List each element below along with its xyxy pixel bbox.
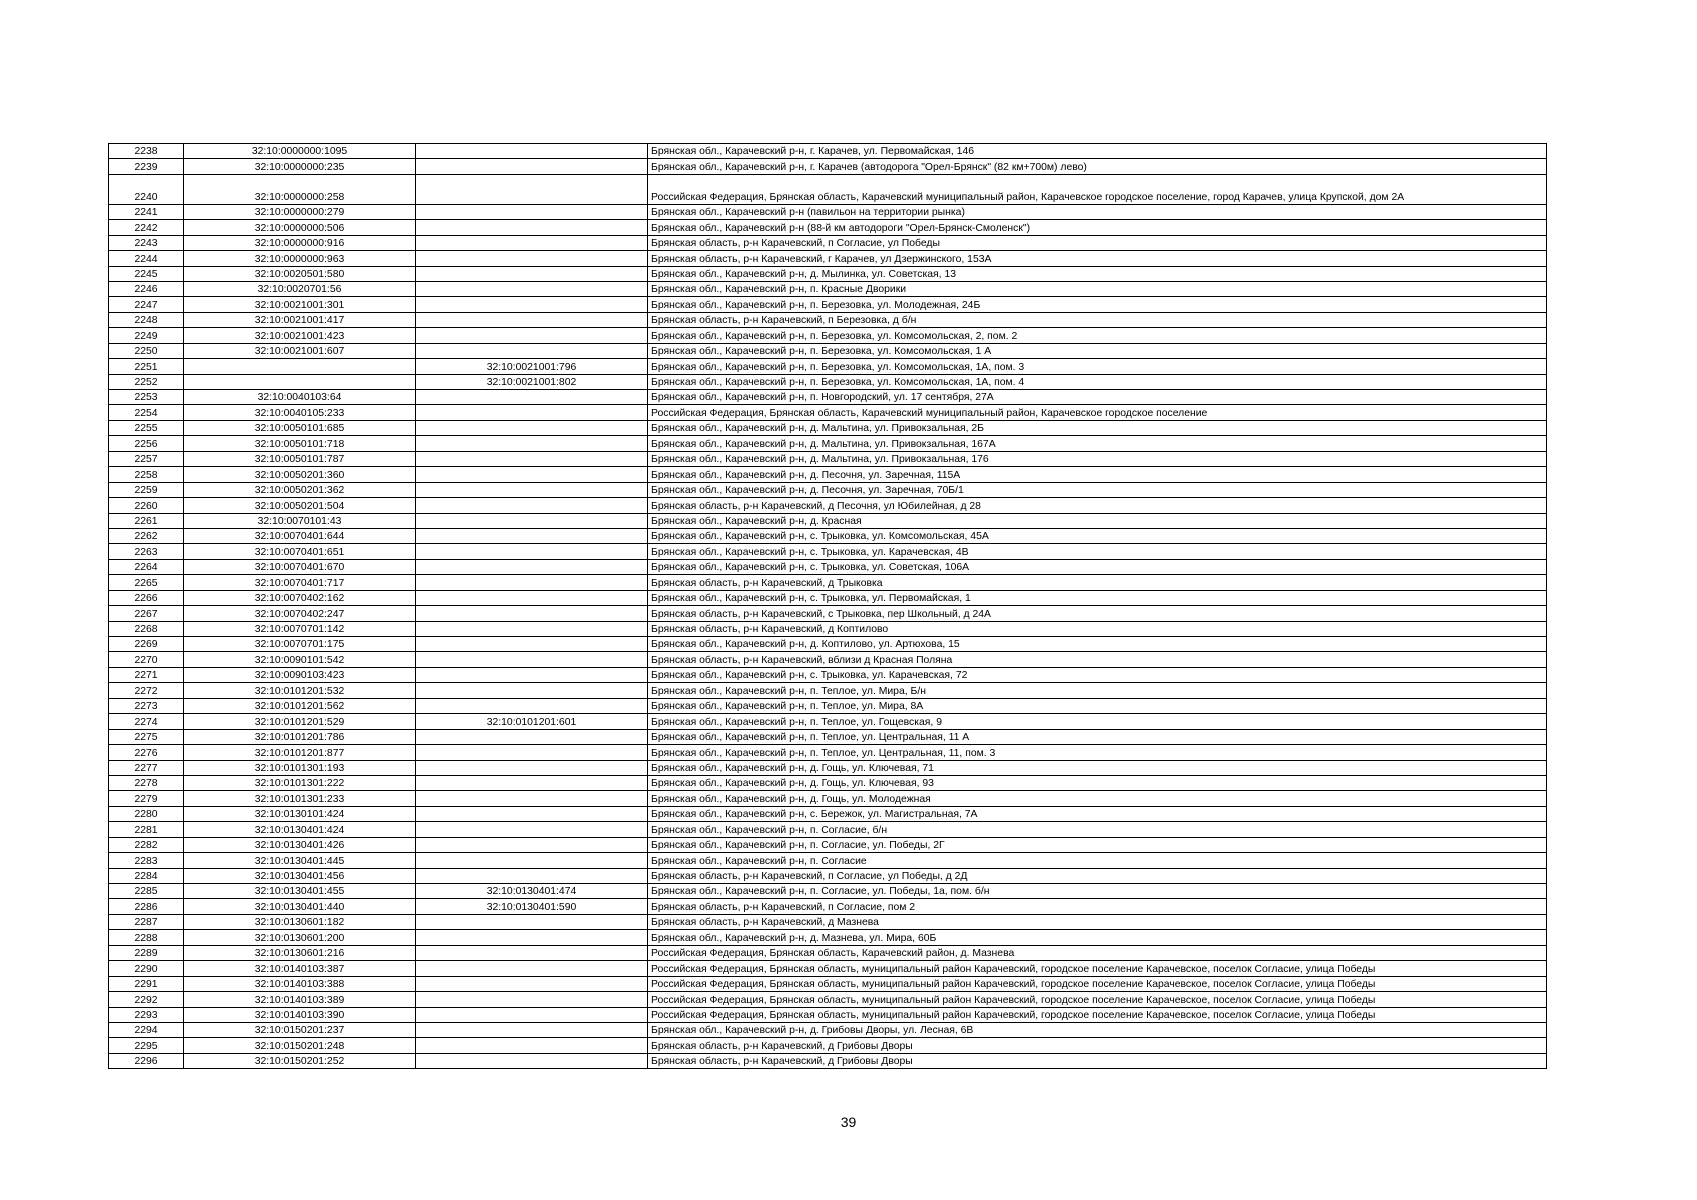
table-row — [109, 482, 1547, 497]
cadastral-number-cell: 32:10:0000000:235 — [184, 159, 416, 174]
related-cadastral-number-cell — [416, 621, 648, 636]
row-number-cell: 2280 — [109, 806, 184, 821]
address-cell: Брянская обл., Карачевский р-н, д. Грибовы Дворы, ул. Лесная, 6В — [648, 1022, 1547, 1037]
row-number-cell: 2275 — [109, 729, 184, 744]
row-number-cell: 2248 — [109, 312, 184, 327]
row-number-cell: 2274 — [109, 714, 184, 729]
address-cell: Брянская обл., Карачевский р-н, д. Мальтина, ул. Привокзальная, 167А — [648, 436, 1547, 451]
address-cell: Брянская обл., Карачевский р-н, д. Мальтина, ул. Привокзальная, 2Б — [648, 420, 1547, 435]
address-cell: Брянская обл., Карачевский р-н, п. Березовка, ул. Комсомольская, 1А, пом. 4 — [648, 374, 1547, 389]
cadastral-number-cell: 32:10:0021001:423 — [184, 328, 416, 343]
address-cell: Брянская область, р-н Карачевский, п Согласие, ул Победы — [648, 235, 1547, 250]
cadastral-number-cell: 32:10:0070101:43 — [184, 513, 416, 528]
table-row — [109, 775, 1547, 790]
related-cadastral-number-cell — [416, 606, 648, 621]
cadastral-number-cell: 32:10:0070402:162 — [184, 590, 416, 605]
address-cell: Брянская обл., Карачевский р-н, с. Трыковка, ул. Советская, 106А — [648, 559, 1547, 574]
table-row — [109, 729, 1547, 744]
cadastral-number-cell: 32:10:0101301:233 — [184, 791, 416, 806]
table-row — [109, 251, 1547, 266]
table-row — [109, 884, 1547, 899]
cadastral-number-cell: 32:10:0101201:877 — [184, 745, 416, 760]
cadastral-number-cell: 32:10:0130601:216 — [184, 945, 416, 960]
row-number-cell: 2243 — [109, 235, 184, 250]
table-row — [109, 837, 1547, 852]
row-number-cell: 2255 — [109, 420, 184, 435]
related-cadastral-number-cell — [416, 791, 648, 806]
row-number-cell: 2286 — [109, 899, 184, 914]
address-cell: Брянская область, р-н Карачевский, д Трыковка — [648, 575, 1547, 590]
cadastral-number-cell: 32:10:0070401:644 — [184, 528, 416, 543]
related-cadastral-number-cell — [416, 405, 648, 420]
related-cadastral-number-cell — [416, 513, 648, 528]
address-cell: Брянская область, р-н Карачевский, д Грибовы Дворы — [648, 1038, 1547, 1053]
address-cell: Российская Федерация, Брянская область, Карачевский район, д. Мазнева — [648, 945, 1547, 960]
table-row — [109, 559, 1547, 574]
cadastral-number-cell: 32:10:0140103:387 — [184, 961, 416, 976]
table-row — [109, 652, 1547, 667]
address-cell: Брянская обл., Карачевский р-н, п. Согласие, б/н — [648, 822, 1547, 837]
address-cell: Брянская обл., Карачевский р-н, п. Березовка, ул. Комсомольская, 1А, пом. 3 — [648, 359, 1547, 374]
related-cadastral-number-cell — [416, 328, 648, 343]
table-row — [109, 606, 1547, 621]
cadastral-number-cell: 32:10:0101301:193 — [184, 760, 416, 775]
row-number-cell: 2261 — [109, 513, 184, 528]
address-cell: Брянская обл., Карачевский р-н, п. Согласие, ул. Победы, 1а, пом. б/н — [648, 884, 1547, 899]
cadastral-number-cell: 32:10:0070401:717 — [184, 575, 416, 590]
related-cadastral-number-cell — [416, 159, 648, 174]
table-row — [109, 575, 1547, 590]
related-cadastral-number-cell — [416, 281, 648, 296]
cadastral-number-cell: 32:10:0101201:786 — [184, 729, 416, 744]
cadastral-number-cell: 32:10:0130401:455 — [184, 884, 416, 899]
address-cell: Брянская обл., Карачевский р-н, д. Мылинка, ул. Советская, 13 — [648, 266, 1547, 281]
address-cell: Брянская обл., Карачевский р-н, д. Гощь, ул. Молодежная — [648, 791, 1547, 806]
row-number-cell: 2292 — [109, 992, 184, 1007]
address-cell: Брянская обл., Карачевский р-н, п. Красные Дворики — [648, 281, 1547, 296]
address-cell: Брянская обл., Карачевский р-н, п. Теплое, ул. Гощевская, 9 — [648, 714, 1547, 729]
related-cadastral-number-cell — [416, 144, 648, 159]
related-cadastral-number-cell — [416, 251, 648, 266]
page-number: 39 — [840, 1114, 857, 1130]
related-cadastral-number-cell — [416, 930, 648, 945]
cadastral-number-cell: 32:10:0140103:390 — [184, 1007, 416, 1022]
related-cadastral-number-cell — [416, 1007, 648, 1022]
cadastral-number-cell: 32:10:0021001:417 — [184, 312, 416, 327]
table-row — [109, 528, 1547, 543]
cadastral-number-cell: 32:10:0090101:542 — [184, 652, 416, 667]
table-row — [109, 930, 1547, 945]
cadastral-number-cell: 32:10:0101201:532 — [184, 683, 416, 698]
table-row — [109, 590, 1547, 605]
related-cadastral-number-cell — [416, 806, 648, 821]
related-cadastral-number-cell — [416, 390, 648, 405]
row-number-cell: 2273 — [109, 698, 184, 713]
table-row — [109, 976, 1547, 991]
table-row — [109, 992, 1547, 1007]
address-cell: Российская Федерация, Брянская область, муниципальный район Карачевский, городское поселение Карачевское, поселок Согласие, улица Победы — [648, 992, 1547, 1007]
row-number-cell: 2257 — [109, 451, 184, 466]
address-cell: Брянская область, р-н Карачевский, п Согласие, ул Победы, д 2Д — [648, 868, 1547, 883]
related-cadastral-number-cell — [416, 528, 648, 543]
table-row — [109, 621, 1547, 636]
address-cell: Брянская обл., Карачевский р-н, д. Коптилово, ул. Артюхова, 15 — [648, 637, 1547, 652]
row-number-cell: 2247 — [109, 297, 184, 312]
cadastral-number-cell: 32:10:0070701:142 — [184, 621, 416, 636]
cadastral-number-cell: 32:10:0130401:445 — [184, 853, 416, 868]
cadastral-number-cell: 32:10:0050101:685 — [184, 420, 416, 435]
address-cell: Брянская обл., Карачевский р-н, п. Березовка, ул. Комсомольская, 2, пом. 2 — [648, 328, 1547, 343]
related-cadastral-number-cell — [416, 498, 648, 513]
address-cell: Брянская обл., Карачевский р-н, д. Песочня, ул. Заречная, 70Б/1 — [648, 482, 1547, 497]
table-row — [109, 760, 1547, 775]
row-number-cell: 2250 — [109, 343, 184, 358]
address-cell: Брянская обл., Карачевский р-н (88-й км автодороги "Орел-Брянск-Смоленск") — [648, 220, 1547, 235]
row-number-cell: 2246 — [109, 281, 184, 296]
table-row — [109, 405, 1547, 420]
address-cell: Российская Федерация, Брянская область, Карачевский муниципальный район, Карачевское городское поселение — [648, 405, 1547, 420]
cadastral-number-cell: 32:10:0050101:787 — [184, 451, 416, 466]
cadastral-number-cell: 32:10:0070401:670 — [184, 559, 416, 574]
table-row — [109, 220, 1547, 235]
row-number-cell: 2293 — [109, 1007, 184, 1022]
related-cadastral-number-cell — [416, 992, 648, 1007]
cadastral-number-cell: 32:10:0050201:362 — [184, 482, 416, 497]
related-cadastral-number-cell — [416, 343, 648, 358]
table-row — [109, 436, 1547, 451]
row-number-cell: 2251 — [109, 359, 184, 374]
row-number-cell: 2268 — [109, 621, 184, 636]
related-cadastral-number-cell — [416, 575, 648, 590]
row-number-cell: 2278 — [109, 775, 184, 790]
address-cell: Брянская обл., Карачевский р-н, д. Песочня, ул. Заречная, 115А — [648, 467, 1547, 482]
row-number-cell: 2282 — [109, 837, 184, 852]
cadastral-number-cell: 32:10:0070701:175 — [184, 637, 416, 652]
table-row — [109, 714, 1547, 729]
table-row — [109, 945, 1547, 960]
cadastral-number-cell: 32:10:0140103:388 — [184, 976, 416, 991]
address-cell: Брянская обл., Карачевский р-н, г. Карачев (автодорога "Орел-Брянск" (82 км+700м) лево) — [648, 159, 1547, 174]
related-cadastral-number-cell — [416, 312, 648, 327]
cadastral-number-cell: 32:10:0000000:916 — [184, 235, 416, 250]
row-number-cell: 2266 — [109, 590, 184, 605]
related-cadastral-number-cell — [416, 1038, 648, 1053]
cadastral-number-cell: 32:10:0000000:279 — [184, 204, 416, 219]
related-cadastral-number-cell — [416, 745, 648, 760]
registry-table — [108, 143, 1547, 1069]
related-cadastral-number-cell — [416, 683, 648, 698]
table-row — [109, 312, 1547, 327]
address-cell: Брянская обл., Карачевский р-н, п. Согласие, ул. Победы, 2Г — [648, 837, 1547, 852]
cadastral-number-cell: 32:10:0090103:423 — [184, 667, 416, 682]
address-cell: Брянская обл., Карачевский р-н, г. Карачев, ул. Первомайская, 146 — [648, 144, 1547, 159]
table-row — [109, 914, 1547, 929]
address-cell: Брянская область, р-н Карачевский, с Трыковка, пер Школьный, д 24А — [648, 606, 1547, 621]
row-number-cell: 2283 — [109, 853, 184, 868]
table-row — [109, 359, 1547, 374]
address-cell: Брянская обл., Карачевский р-н, с. Бережок, ул. Магистральная, 7А — [648, 806, 1547, 821]
cadastral-number-cell: 32:10:0040105:233 — [184, 405, 416, 420]
cadastral-number-cell: 32:10:0130401:440 — [184, 899, 416, 914]
row-number-cell: 2285 — [109, 884, 184, 899]
row-number-cell: 2263 — [109, 544, 184, 559]
related-cadastral-number-cell — [416, 297, 648, 312]
table-row — [109, 1007, 1547, 1022]
table-row — [109, 791, 1547, 806]
table-row — [109, 961, 1547, 976]
related-cadastral-number-cell — [416, 1022, 648, 1037]
row-number-cell: 2270 — [109, 652, 184, 667]
related-cadastral-number-cell — [416, 775, 648, 790]
table-row — [109, 467, 1547, 482]
row-number-cell: 2272 — [109, 683, 184, 698]
related-cadastral-number-cell — [416, 559, 648, 574]
table-row — [109, 420, 1547, 435]
table-row — [109, 683, 1547, 698]
cadastral-number-cell — [184, 359, 416, 374]
cadastral-number-cell: 32:10:0021001:607 — [184, 343, 416, 358]
address-cell: Брянская обл., Карачевский р-н, д. Мазнева, ул. Мира, 60Б — [648, 930, 1547, 945]
table-row — [109, 1053, 1547, 1068]
table-row — [109, 159, 1547, 174]
cadastral-number-cell: 32:10:0101201:529 — [184, 714, 416, 729]
table-row — [109, 174, 1547, 204]
table-row — [109, 204, 1547, 219]
address-cell: Брянская область, р-н Карачевский, г Карачев, ул Дзержинского, 153А — [648, 251, 1547, 266]
table-row — [109, 374, 1547, 389]
cadastral-number-cell: 32:10:0101301:222 — [184, 775, 416, 790]
row-number-cell: 2284 — [109, 868, 184, 883]
related-cadastral-number-cell — [416, 961, 648, 976]
address-cell: Брянская обл., Карачевский р-н, п. Березовка, ул. Комсомольская, 1 А — [648, 343, 1547, 358]
table-row — [109, 513, 1547, 528]
table-row — [109, 806, 1547, 821]
related-cadastral-number-cell — [416, 204, 648, 219]
address-cell: Брянская обл., Карачевский р-н, д. Гощь, ул. Ключевая, 71 — [648, 760, 1547, 775]
row-number-cell: 2269 — [109, 637, 184, 652]
table-row — [109, 498, 1547, 513]
address-cell: Брянская область, р-н Карачевский, вблизи д Красная Поляна — [648, 652, 1547, 667]
address-cell: Брянская область, р-н Карачевский, п Березовка, д б/н — [648, 312, 1547, 327]
related-cadastral-number-cell: 32:10:0101201:601 — [416, 714, 648, 729]
row-number-cell: 2242 — [109, 220, 184, 235]
table-row — [109, 1022, 1547, 1037]
address-cell: Брянская обл., Карачевский р-н, п. Березовка, ул. Молодежная, 24Б — [648, 297, 1547, 312]
cadastral-number-cell: 32:10:0000000:963 — [184, 251, 416, 266]
related-cadastral-number-cell — [416, 420, 648, 435]
row-number-cell: 2240 — [109, 174, 184, 204]
table-row — [109, 328, 1547, 343]
row-number-cell: 2262 — [109, 528, 184, 543]
address-cell: Брянская обл., Карачевский р-н, д. Гощь, ул. Ключевая, 93 — [648, 775, 1547, 790]
related-cadastral-number-cell — [416, 698, 648, 713]
related-cadastral-number-cell — [416, 853, 648, 868]
table-row — [109, 297, 1547, 312]
cadastral-number-cell: 32:10:0050101:718 — [184, 436, 416, 451]
cadastral-number-cell — [184, 374, 416, 389]
related-cadastral-number-cell — [416, 174, 648, 204]
row-number-cell: 2244 — [109, 251, 184, 266]
table-row — [109, 637, 1547, 652]
related-cadastral-number-cell: 32:10:0021001:802 — [416, 374, 648, 389]
related-cadastral-number-cell — [416, 914, 648, 929]
table-row — [109, 451, 1547, 466]
cadastral-number-cell: 32:10:0130401:424 — [184, 822, 416, 837]
row-number-cell: 2290 — [109, 961, 184, 976]
table-row — [109, 343, 1547, 358]
cadastral-number-cell: 32:10:0101201:562 — [184, 698, 416, 713]
address-cell: Брянская обл., Карачевский р-н (павильон на территории рынка) — [648, 204, 1547, 219]
row-number-cell: 2281 — [109, 822, 184, 837]
related-cadastral-number-cell — [416, 436, 648, 451]
row-number-cell: 2260 — [109, 498, 184, 513]
related-cadastral-number-cell — [416, 868, 648, 883]
cadastral-number-cell: 32:10:0130601:200 — [184, 930, 416, 945]
address-cell: Брянская обл., Карачевский р-н, д. Красная — [648, 513, 1547, 528]
related-cadastral-number-cell — [416, 235, 648, 250]
related-cadastral-number-cell — [416, 590, 648, 605]
address-cell: Брянская обл., Карачевский р-н, с. Трыковка, ул. Первомайская, 1 — [648, 590, 1547, 605]
related-cadastral-number-cell — [416, 729, 648, 744]
address-cell: Брянская обл., Карачевский р-н, с. Трыковка, ул. Карачевская, 4В — [648, 544, 1547, 559]
address-cell: Брянская обл., Карачевский р-н, п. Теплое, ул. Мира, 8А — [648, 698, 1547, 713]
address-cell: Брянская область, р-н Карачевский, д Мазнева — [648, 914, 1547, 929]
table-row — [109, 266, 1547, 281]
cadastral-number-cell: 32:10:0130401:426 — [184, 837, 416, 852]
related-cadastral-number-cell — [416, 1053, 648, 1068]
table-row — [109, 390, 1547, 405]
address-cell: Брянская обл., Карачевский р-н, п. Теплое, ул. Центральная, 11, пом. 3 — [648, 745, 1547, 760]
cadastral-number-cell: 32:10:0020701:56 — [184, 281, 416, 296]
row-number-cell: 2267 — [109, 606, 184, 621]
address-cell: Брянская обл., Карачевский р-н, п. Согласие — [648, 853, 1547, 868]
row-number-cell: 2265 — [109, 575, 184, 590]
cadastral-number-cell: 32:10:0000000:1095 — [184, 144, 416, 159]
cadastral-number-cell: 32:10:0070402:247 — [184, 606, 416, 621]
row-number-cell: 2252 — [109, 374, 184, 389]
related-cadastral-number-cell — [416, 652, 648, 667]
row-number-cell: 2279 — [109, 791, 184, 806]
row-number-cell: 2276 — [109, 745, 184, 760]
address-cell: Российская Федерация, Брянская область, муниципальный район Карачевский, городское поселение Карачевское, поселок Согласие, улица Победы — [648, 961, 1547, 976]
related-cadastral-number-cell — [416, 837, 648, 852]
cadastral-number-cell: 32:10:0000000:506 — [184, 220, 416, 235]
address-cell: Брянская обл., Карачевский р-н, п. Теплое, ул. Центральная, 11 А — [648, 729, 1547, 744]
related-cadastral-number-cell: 32:10:0130401:474 — [416, 884, 648, 899]
address-cell: Брянская область, р-н Карачевский, д Песочня, ул Юбилейная, д 28 — [648, 498, 1547, 513]
related-cadastral-number-cell — [416, 482, 648, 497]
cadastral-number-cell: 32:10:0140103:389 — [184, 992, 416, 1007]
cadastral-number-cell: 32:10:0050201:504 — [184, 498, 416, 513]
registry-table-body — [109, 144, 1547, 1069]
address-cell: Брянская обл., Карачевский р-н, д. Мальтина, ул. Привокзальная, 176 — [648, 451, 1547, 466]
table-row — [109, 235, 1547, 250]
address-cell: Брянская область, р-н Карачевский, д Грибовы Дворы — [648, 1053, 1547, 1068]
row-number-cell: 2258 — [109, 467, 184, 482]
address-cell: Российская Федерация, Брянская область, Карачевский муниципальный район, Карачевское городское поселение, город Карачев, улица Крупской, дом 2А — [648, 174, 1547, 204]
cadastral-number-cell: 32:10:0150201:252 — [184, 1053, 416, 1068]
row-number-cell: 2259 — [109, 482, 184, 497]
cadastral-number-cell: 32:10:0020501:580 — [184, 266, 416, 281]
row-number-cell: 2288 — [109, 930, 184, 945]
related-cadastral-number-cell: 32:10:0021001:796 — [416, 359, 648, 374]
cadastral-number-cell: 32:10:0130601:182 — [184, 914, 416, 929]
related-cadastral-number-cell — [416, 667, 648, 682]
row-number-cell: 2291 — [109, 976, 184, 991]
cadastral-number-cell: 32:10:0150201:248 — [184, 1038, 416, 1053]
table-row — [109, 899, 1547, 914]
row-number-cell: 2249 — [109, 328, 184, 343]
row-number-cell: 2294 — [109, 1022, 184, 1037]
cadastral-number-cell: 32:10:0150201:237 — [184, 1022, 416, 1037]
row-number-cell: 2271 — [109, 667, 184, 682]
cadastral-number-cell: 32:10:0130401:456 — [184, 868, 416, 883]
table-row — [109, 1038, 1547, 1053]
row-number-cell: 2295 — [109, 1038, 184, 1053]
table-row — [109, 698, 1547, 713]
cadastral-number-cell: 32:10:0021001:301 — [184, 297, 416, 312]
table-row — [109, 281, 1547, 296]
address-cell: Брянская обл., Карачевский р-н, п. Новгородский, ул. 17 сентября, 27А — [648, 390, 1547, 405]
table-row — [109, 868, 1547, 883]
address-cell: Брянская область, р-н Карачевский, п Согласие, пом 2 — [648, 899, 1547, 914]
row-number-cell: 2287 — [109, 914, 184, 929]
cadastral-number-cell: 32:10:0040103:64 — [184, 390, 416, 405]
table-row — [109, 853, 1547, 868]
row-number-cell: 2245 — [109, 266, 184, 281]
related-cadastral-number-cell: 32:10:0130401:590 — [416, 899, 648, 914]
table-row — [109, 745, 1547, 760]
row-number-cell: 2254 — [109, 405, 184, 420]
cadastral-number-cell: 32:10:0070401:651 — [184, 544, 416, 559]
related-cadastral-number-cell — [416, 976, 648, 991]
row-number-cell: 2296 — [109, 1053, 184, 1068]
row-number-cell: 2289 — [109, 945, 184, 960]
table-row — [109, 667, 1547, 682]
related-cadastral-number-cell — [416, 544, 648, 559]
address-cell: Брянская обл., Карачевский р-н, с. Трыковка, ул. Карачевская, 72 — [648, 667, 1547, 682]
address-cell: Брянская область, р-н Карачевский, д Коптилово — [648, 621, 1547, 636]
table-row — [109, 822, 1547, 837]
table-row — [109, 144, 1547, 159]
row-number-cell: 2239 — [109, 159, 184, 174]
row-number-cell: 2256 — [109, 436, 184, 451]
address-cell: Российская Федерация, Брянская область, муниципальный район Карачевский, городское поселение Карачевское, поселок Согласие, улица Победы — [648, 976, 1547, 991]
cadastral-number-cell: 32:10:0130101:424 — [184, 806, 416, 821]
row-number-cell: 2264 — [109, 559, 184, 574]
row-number-cell: 2253 — [109, 390, 184, 405]
related-cadastral-number-cell — [416, 760, 648, 775]
cadastral-number-cell: 32:10:0000000:258 — [184, 174, 416, 204]
related-cadastral-number-cell — [416, 637, 648, 652]
address-cell: Российская Федерация, Брянская область, муниципальный район Карачевский, городское поселение Карачевское, поселок Согласие, улица Победы — [648, 1007, 1547, 1022]
row-number-cell: 2277 — [109, 760, 184, 775]
table-row — [109, 544, 1547, 559]
related-cadastral-number-cell — [416, 467, 648, 482]
related-cadastral-number-cell — [416, 822, 648, 837]
related-cadastral-number-cell — [416, 220, 648, 235]
row-number-cell: 2238 — [109, 144, 184, 159]
cadastral-number-cell: 32:10:0050201:360 — [184, 467, 416, 482]
address-cell: Брянская обл., Карачевский р-н, с. Трыковка, ул. Комсомольская, 45А — [648, 528, 1547, 543]
related-cadastral-number-cell — [416, 451, 648, 466]
address-cell: Брянская обл., Карачевский р-н, п. Теплое, ул. Мира, Б/н — [648, 683, 1547, 698]
related-cadastral-number-cell — [416, 945, 648, 960]
related-cadastral-number-cell — [416, 266, 648, 281]
row-number-cell: 2241 — [109, 204, 184, 219]
